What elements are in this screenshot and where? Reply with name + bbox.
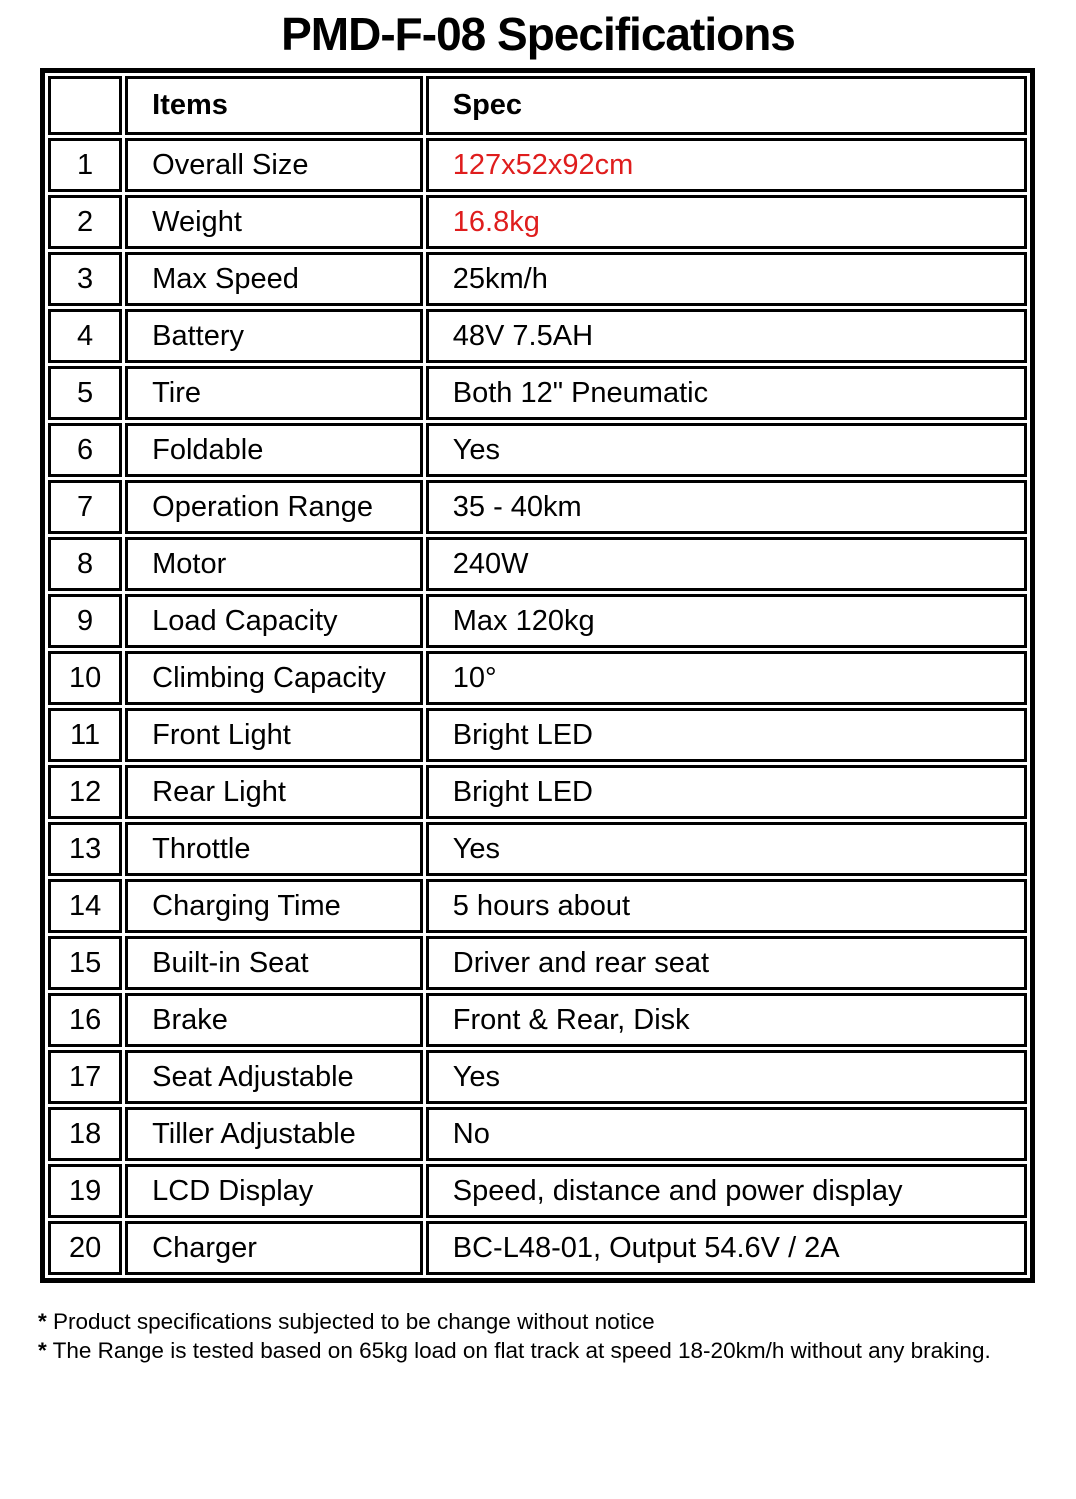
- header-number-cell: [48, 76, 122, 135]
- spec-value-cell: 16.8kg: [426, 195, 1027, 249]
- item-name-cell: Throttle: [125, 822, 423, 876]
- table-row: [48, 195, 1027, 249]
- footnote: [38, 1336, 1076, 1365]
- row-number-cell: 20: [48, 1221, 122, 1275]
- item-name-cell: Battery: [125, 309, 423, 363]
- table-row: [48, 765, 1027, 819]
- spec-table-body: [48, 138, 1027, 1275]
- item-name-cell: Front Light: [125, 708, 423, 762]
- footnote-text: Product specifications subjected to be change without notice: [53, 1309, 655, 1334]
- spec-value-cell: 240W: [426, 537, 1027, 591]
- table-row: [48, 822, 1027, 876]
- table-row: [48, 423, 1027, 477]
- table-row: [48, 936, 1027, 990]
- row-number-cell: 16: [48, 993, 122, 1047]
- spec-value-cell: 127x52x92cm: [426, 138, 1027, 192]
- item-name-cell: Foldable: [125, 423, 423, 477]
- spec-value-cell: Max 120kg: [426, 594, 1027, 648]
- item-name-cell: LCD Display: [125, 1164, 423, 1218]
- spec-value-cell: 48V 7.5AH: [426, 309, 1027, 363]
- row-number-cell: 19: [48, 1164, 122, 1218]
- item-name-cell: Climbing Capacity: [125, 651, 423, 705]
- spec-value-cell: Yes: [426, 423, 1027, 477]
- row-number-cell: 9: [48, 594, 122, 648]
- spec-value-cell: Yes: [426, 1050, 1027, 1104]
- item-name-cell: Seat Adjustable: [125, 1050, 423, 1104]
- item-name-cell: Operation Range: [125, 480, 423, 534]
- footnote-text: The Range is tested based on 65kg load on flat track at speed 18-20km/h without any braking.: [52, 1338, 991, 1363]
- table-row: [48, 537, 1027, 591]
- row-number-cell: 3: [48, 252, 122, 306]
- item-name-cell: Load Capacity: [125, 594, 423, 648]
- item-name-cell: Max Speed: [125, 252, 423, 306]
- table-row: [48, 594, 1027, 648]
- header-spec-cell: Spec: [426, 76, 1027, 135]
- item-name-cell: Brake: [125, 993, 423, 1047]
- item-name-cell: Overall Size: [125, 138, 423, 192]
- item-name-cell: Tire: [125, 366, 423, 420]
- spec-value-cell: 35 - 40km: [426, 480, 1027, 534]
- item-name-cell: Tiller Adjustable: [125, 1107, 423, 1161]
- table-row: [48, 1050, 1027, 1104]
- spec-value-cell: Bright LED: [426, 708, 1027, 762]
- spec-value-cell: 10°: [426, 651, 1027, 705]
- item-name-cell: Built-in Seat: [125, 936, 423, 990]
- spec-value-cell: 5 hours about: [426, 879, 1027, 933]
- table-row: [48, 1107, 1027, 1161]
- item-name-cell: Charging Time: [125, 879, 423, 933]
- row-number-cell: 11: [48, 708, 122, 762]
- row-number-cell: 4: [48, 309, 122, 363]
- footnote-marker: *: [38, 1309, 47, 1334]
- row-number-cell: 7: [48, 480, 122, 534]
- table-row: [48, 309, 1027, 363]
- table-row: [48, 879, 1027, 933]
- table-row: [48, 651, 1027, 705]
- table-row: [48, 366, 1027, 420]
- row-number-cell: 17: [48, 1050, 122, 1104]
- row-number-cell: 8: [48, 537, 122, 591]
- header-row: [48, 76, 1027, 135]
- table-row: [48, 1164, 1027, 1218]
- row-number-cell: 10: [48, 651, 122, 705]
- item-name-cell: Charger: [125, 1221, 423, 1275]
- row-number-cell: 5: [48, 366, 122, 420]
- table-row: [48, 993, 1027, 1047]
- table-row: [48, 252, 1027, 306]
- page-title: PMD-F-08 Specifications: [281, 8, 795, 60]
- spec-value-cell: BC-L48-01, Output 54.6V / 2A: [426, 1221, 1027, 1275]
- row-number-cell: 12: [48, 765, 122, 819]
- footnotes: [38, 1307, 1076, 1365]
- table-row: [48, 708, 1027, 762]
- spec-value-cell: Driver and rear seat: [426, 936, 1027, 990]
- spec-value-cell: Both 12" Pneumatic: [426, 366, 1027, 420]
- spec-value-cell: No: [426, 1107, 1027, 1161]
- row-number-cell: 15: [48, 936, 122, 990]
- table-row: [48, 480, 1027, 534]
- table-row: [48, 138, 1027, 192]
- header-items-cell: Items: [125, 76, 423, 135]
- row-number-cell: 2: [48, 195, 122, 249]
- footnote-marker: *: [38, 1338, 47, 1363]
- footnote: [38, 1307, 1076, 1336]
- row-number-cell: 1: [48, 138, 122, 192]
- spec-value-cell: Yes: [426, 822, 1027, 876]
- spec-value-cell: Front & Rear, Disk: [426, 993, 1027, 1047]
- row-number-cell: 18: [48, 1107, 122, 1161]
- spec-value-cell: Bright LED: [426, 765, 1027, 819]
- table-row: [48, 1221, 1027, 1275]
- spec-value-cell: Speed, distance and power display: [426, 1164, 1027, 1218]
- spec-table: [40, 68, 1035, 1283]
- item-name-cell: Weight: [125, 195, 423, 249]
- item-name-cell: Motor: [125, 537, 423, 591]
- row-number-cell: 14: [48, 879, 122, 933]
- row-number-cell: 6: [48, 423, 122, 477]
- spec-value-cell: 25km/h: [426, 252, 1027, 306]
- row-number-cell: 13: [48, 822, 122, 876]
- item-name-cell: Rear Light: [125, 765, 423, 819]
